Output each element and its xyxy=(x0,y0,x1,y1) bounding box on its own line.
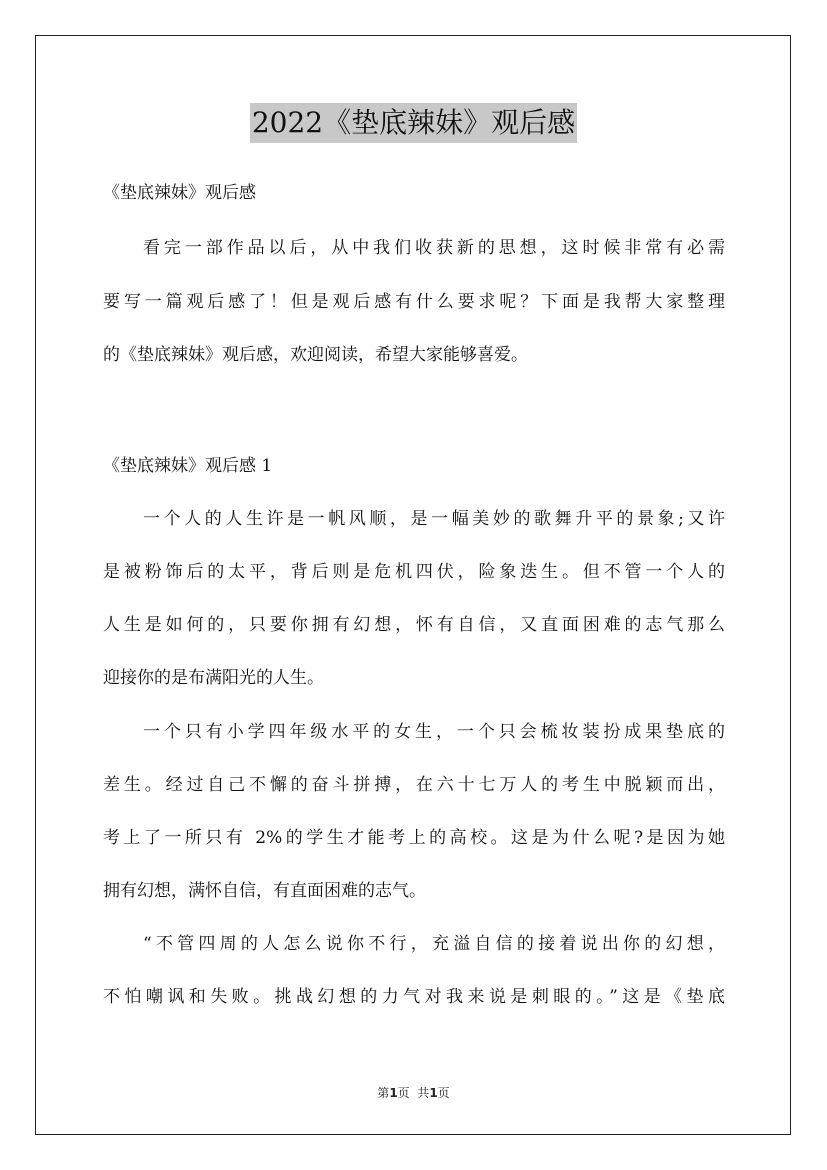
paragraph-1-line-1: 一个人的人生许是一帆风顺，是一幅美妙的歌舞升平的景象;又许 xyxy=(143,509,725,529)
footer-suffix: 页 xyxy=(437,1086,450,1100)
title-container xyxy=(0,103,827,143)
footer-prefix: 第 xyxy=(377,1086,390,1100)
paragraph-2-line-1: 一个只有小学四年级水平的女生，一个只会梳妆装扮成果垫底的 xyxy=(143,722,725,742)
paragraph-1-line-2: 是被粉饰后的太平，背后则是危机四伏，险象迭生。但不管一个人的 xyxy=(103,562,725,582)
paragraph-1-line-3: 人生是如何的，只要你拥有幻想，怀有自信，又直面困难的志气那么 xyxy=(103,615,725,635)
footer-mid: 页 共 xyxy=(397,1086,430,1100)
page-footer xyxy=(0,1084,827,1102)
footer-total-pages: 1 xyxy=(429,1086,438,1100)
paragraph-2-line-2: 差生。经过自己不懈的奋斗拼搏，在六十七万人的考生中脱颖而出， xyxy=(103,775,725,795)
document-title: 2022《垫底辣妹》观后感 xyxy=(250,103,577,143)
paragraph-3-line-2: 不怕嘲讽和失败。挑战幻想的力气对我来说是刺眼的。”这是《垫底 xyxy=(103,987,725,1007)
paragraph-1-line-4: 迎接你的是布满阳光的人生。 xyxy=(103,668,324,688)
essay-heading: 《垫底辣妹》观后感 1 xyxy=(103,456,273,476)
intro-line-1: 看完一部作品以后，从中我们收获新的思想，这时候非常有必需 xyxy=(143,238,725,258)
intro-line-3: 的《垫底辣妹》观后感，欢迎阅读，希望大家能够喜爱。 xyxy=(103,345,528,365)
footer-page-number: 1 xyxy=(389,1086,398,1100)
intro-line-2: 要写一篇观后感了！但是观后感有什么要求呢？下面是我帮大家整理 xyxy=(103,292,725,312)
paragraph-2-line-4: 拥有幻想，满怀自信，有直面困难的志气。 xyxy=(103,881,426,901)
paragraph-3-line-1: “不管四周的人怎么说你不行，充溢自信的接着说出你的幻想， xyxy=(143,934,725,954)
paragraph-2-line-3: 考上了一所只有 2%的学生才能考上的高校。这是为什么呢?是因为她 xyxy=(103,828,725,848)
section-heading: 《垫底辣妹》观后感 xyxy=(103,183,256,203)
